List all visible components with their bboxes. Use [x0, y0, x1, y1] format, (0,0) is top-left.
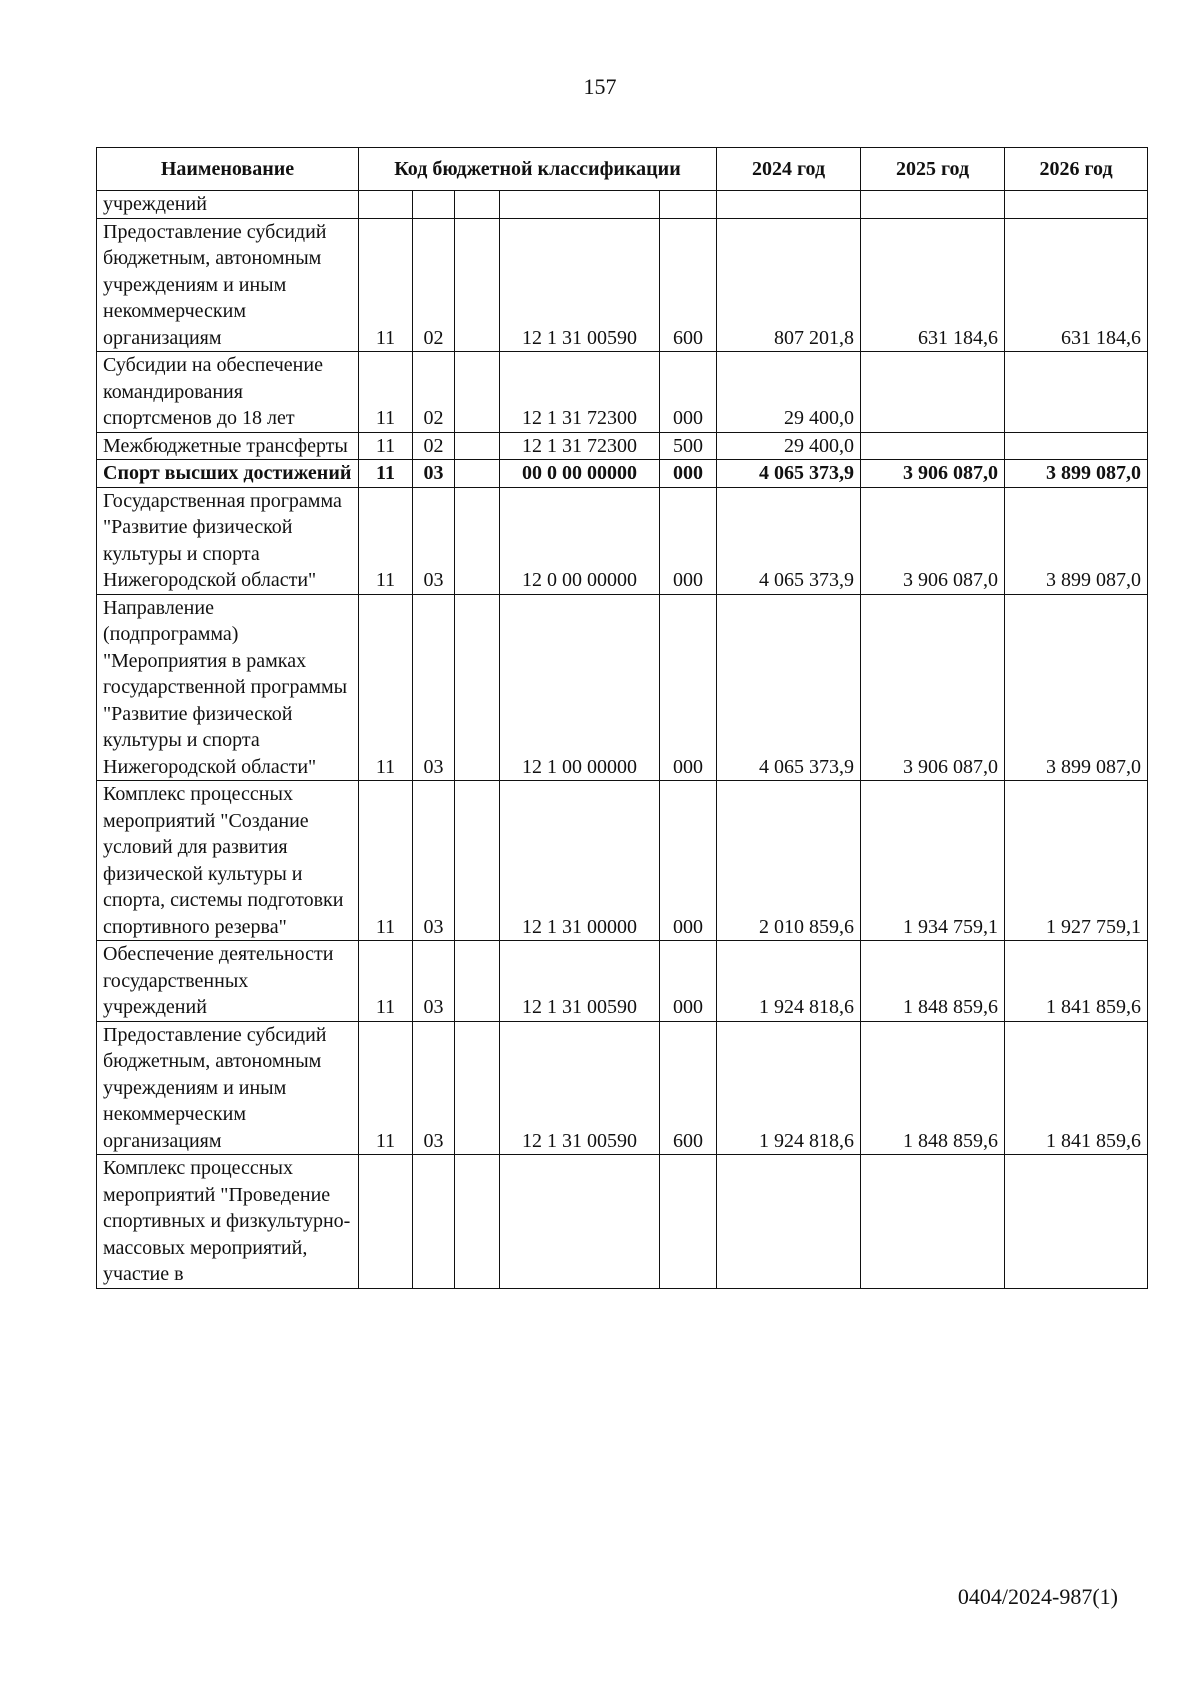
row-name: Спорт высших достижений	[97, 460, 359, 488]
row-empty-cell	[455, 218, 500, 352]
table-row	[97, 487, 1148, 594]
row-expense-type	[660, 1155, 717, 1289]
row-empty-cell	[455, 594, 500, 781]
row-value-2024: 2 010 859,6	[717, 781, 861, 941]
row-subsection: 02	[413, 352, 455, 433]
row-section: 11	[359, 432, 413, 460]
row-section	[359, 1155, 413, 1289]
row-value-2025: 3 906 087,0	[861, 460, 1005, 488]
row-value-2025: 1 848 859,6	[861, 941, 1005, 1022]
row-subsection: 03	[413, 781, 455, 941]
row-value-2025: 631 184,6	[861, 218, 1005, 352]
row-value-2025: 3 906 087,0	[861, 594, 1005, 781]
row-section: 11	[359, 352, 413, 433]
table-row	[97, 352, 1148, 433]
row-value-2024: 807 201,8	[717, 218, 861, 352]
document-code: 0404/2024-987(1)	[957, 1584, 1118, 1609]
row-empty-cell	[455, 432, 500, 460]
row-target-code: 12 1 31 00000	[500, 781, 660, 941]
row-section: 11	[359, 218, 413, 352]
row-value-2025	[861, 1155, 1005, 1289]
row-value-2024	[717, 1155, 861, 1289]
row-empty-cell	[455, 460, 500, 488]
row-empty-cell	[455, 1021, 500, 1155]
row-subsection: 03	[413, 460, 455, 488]
row-expense-type	[660, 191, 717, 219]
row-target-code: 12 1 31 72300	[500, 432, 660, 460]
table-row	[97, 1155, 1148, 1289]
row-expense-type: 000	[660, 487, 717, 594]
row-target-code: 12 1 31 00590	[500, 1021, 660, 1155]
row-value-2025: 1 934 759,1	[861, 781, 1005, 941]
row-value-2026	[1005, 191, 1148, 219]
row-name: Предоставление субсидий бюджетным, автономным учреждениям и иным некоммерческим организациям	[97, 1021, 359, 1155]
row-expense-type: 000	[660, 460, 717, 488]
row-section: 11	[359, 1021, 413, 1155]
table-row	[97, 594, 1148, 781]
table-row	[97, 1021, 1148, 1155]
row-value-2024: 29 400,0	[717, 352, 861, 433]
table-row	[97, 218, 1148, 352]
row-empty-cell	[455, 1155, 500, 1289]
table-row	[97, 432, 1148, 460]
row-name: Обеспечение деятельности государственных учреждений	[97, 941, 359, 1022]
row-name: Направление (подпрограмма) "Мероприятия в рамках государственной программы "Развитие физической культуры и спорта Нижегородской области"	[97, 594, 359, 781]
row-subsection	[413, 1155, 455, 1289]
row-value-2026: 3 899 087,0	[1005, 460, 1148, 488]
table-row	[97, 460, 1148, 488]
row-section: 11	[359, 487, 413, 594]
row-expense-type: 600	[660, 218, 717, 352]
row-subsection: 02	[413, 218, 455, 352]
header-2026: 2026 год	[1005, 148, 1148, 191]
header-2024: 2024 год	[717, 148, 861, 191]
row-section: 11	[359, 941, 413, 1022]
row-subsection: 03	[413, 1021, 455, 1155]
row-subsection: 02	[413, 432, 455, 460]
row-target-code	[500, 1155, 660, 1289]
row-name: Государственная программа "Развитие физической культуры и спорта Нижегородской области"	[97, 487, 359, 594]
row-subsection: 03	[413, 594, 455, 781]
row-target-code: 00 0 00 00000	[500, 460, 660, 488]
row-value-2024: 1 924 818,6	[717, 1021, 861, 1155]
row-value-2026: 1 927 759,1	[1005, 781, 1148, 941]
row-value-2025	[861, 352, 1005, 433]
row-value-2024: 4 065 373,9	[717, 594, 861, 781]
row-value-2026: 1 841 859,6	[1005, 1021, 1148, 1155]
row-empty-cell	[455, 487, 500, 594]
row-value-2025	[861, 432, 1005, 460]
row-value-2024	[717, 191, 861, 219]
row-value-2026	[1005, 352, 1148, 433]
row-section: 11	[359, 460, 413, 488]
row-empty-cell	[455, 191, 500, 219]
row-value-2026	[1005, 1155, 1148, 1289]
row-value-2025: 3 906 087,0	[861, 487, 1005, 594]
header-2025: 2025 год	[861, 148, 1005, 191]
row-value-2026: 631 184,6	[1005, 218, 1148, 352]
row-section	[359, 191, 413, 219]
row-target-code: 12 0 00 00000	[500, 487, 660, 594]
row-name: Межбюджетные трансферты	[97, 432, 359, 460]
row-target-code: 12 1 31 00590	[500, 941, 660, 1022]
budget-table	[96, 147, 1148, 1289]
row-value-2025	[861, 191, 1005, 219]
row-expense-type: 500	[660, 432, 717, 460]
row-name: Предоставление субсидий бюджетным, автономным учреждениям и иным некоммерческим организациям	[97, 218, 359, 352]
row-value-2026	[1005, 432, 1148, 460]
row-section: 11	[359, 594, 413, 781]
row-expense-type: 600	[660, 1021, 717, 1155]
row-name: Комплекс процессных мероприятий "Создание условий для развития физической культуры и спорта, системы подготовки спортивного резерва"	[97, 781, 359, 941]
row-name: учреждений	[97, 191, 359, 219]
row-subsection: 03	[413, 487, 455, 594]
row-value-2026: 3 899 087,0	[1005, 594, 1148, 781]
table-row	[97, 941, 1148, 1022]
table-row	[97, 781, 1148, 941]
row-name: Комплекс процессных мероприятий "Проведение спортивных и физкультурно-массовых мероприятий, участие в	[97, 1155, 359, 1289]
row-expense-type: 000	[660, 781, 717, 941]
row-value-2026: 3 899 087,0	[1005, 487, 1148, 594]
row-expense-type: 000	[660, 352, 717, 433]
page-number: 157	[583, 74, 617, 99]
header-code: Код бюджетной классификации	[359, 148, 717, 191]
row-section: 11	[359, 781, 413, 941]
row-target-code: 12 1 00 00000	[500, 594, 660, 781]
table-row	[97, 191, 1148, 219]
row-target-code: 12 1 31 72300	[500, 352, 660, 433]
table-body	[97, 191, 1148, 1289]
row-empty-cell	[455, 781, 500, 941]
row-value-2025: 1 848 859,6	[861, 1021, 1005, 1155]
row-subsection	[413, 191, 455, 219]
row-expense-type: 000	[660, 594, 717, 781]
row-empty-cell	[455, 941, 500, 1022]
row-value-2024: 1 924 818,6	[717, 941, 861, 1022]
row-value-2024: 4 065 373,9	[717, 487, 861, 594]
row-name: Субсидии на обеспечение командирования спортсменов до 18 лет	[97, 352, 359, 433]
row-value-2024: 4 065 373,9	[717, 460, 861, 488]
row-expense-type: 000	[660, 941, 717, 1022]
row-value-2026: 1 841 859,6	[1005, 941, 1148, 1022]
row-value-2024: 29 400,0	[717, 432, 861, 460]
row-subsection: 03	[413, 941, 455, 1022]
row-target-code	[500, 191, 660, 219]
row-empty-cell	[455, 352, 500, 433]
table-header-row	[97, 148, 1148, 191]
row-target-code: 12 1 31 00590	[500, 218, 660, 352]
header-name: Наименование	[97, 148, 359, 191]
